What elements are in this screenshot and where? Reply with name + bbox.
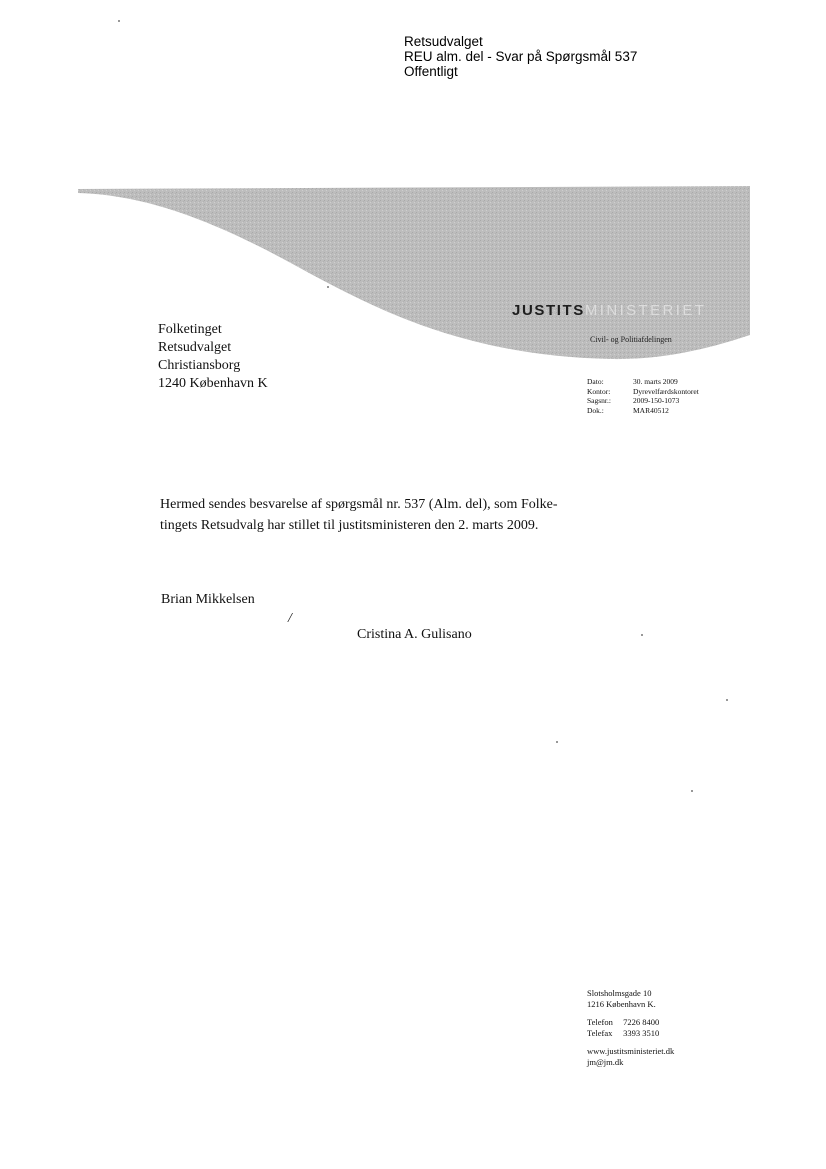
recipient-line: Folketinget: [158, 322, 222, 337]
logo-part-ministeriet: MINISTERIET: [584, 302, 707, 319]
department-name: Civil- og Politiafdelingen: [590, 335, 672, 344]
meta-label: Dok.:: [587, 405, 604, 415]
scan-speck: [726, 699, 728, 701]
signature-minister: Brian Mikkelsen: [161, 592, 255, 607]
footer-website: www.justitsministeriet.dk: [587, 1046, 675, 1056]
body-line: Hermed sendes besvarelse af spørgsmål nr. 537 (Alm. del), som Folke-: [160, 497, 558, 512]
meta-label: Kontor:: [587, 386, 611, 396]
signature-separator: /: [288, 611, 292, 626]
fax-number: 3393 3510: [623, 1027, 660, 1038]
recipient-line: Retsudvalget: [158, 340, 232, 355]
footer-fax-row: [587, 1028, 674, 1039]
footer-phone-row: [587, 1017, 674, 1028]
scan-speck: [327, 286, 329, 288]
meta-value: 30. marts 2009: [633, 377, 678, 386]
scan-speck: [641, 634, 643, 636]
recipient-address: [158, 321, 268, 393]
meta-label: Sagsnr.:: [587, 396, 611, 405]
fax-label: Telefax: [587, 1027, 613, 1038]
letter-body: [160, 494, 580, 536]
meta-value: MAR40512: [633, 405, 669, 415]
footer-city: 1216 København K.: [587, 998, 656, 1009]
meta-value: Dyrevelfærdskontoret: [633, 386, 699, 396]
phone-number: 7226 8400: [623, 1017, 660, 1027]
recipient-line: Christiansborg: [158, 358, 241, 373]
ministry-contact: [587, 988, 674, 1067]
footer-email: jm@jm.dk: [587, 1056, 624, 1067]
stamp-committee: Retsudvalget: [404, 34, 483, 49]
scan-speck: [118, 20, 120, 22]
meta-row-case: [587, 396, 699, 406]
meta-label: Dato:: [587, 377, 604, 386]
stamp-status: Offentligt: [404, 64, 458, 79]
signature-official: Cristina A. Gulisano: [357, 627, 472, 642]
phone-label: Telefon: [587, 1017, 613, 1027]
footer-street: Slotsholmsgade 10: [587, 988, 652, 998]
logo-part-justits: JUSTITS: [512, 302, 585, 319]
document-meta: [587, 377, 699, 415]
ministry-logo: [512, 302, 706, 319]
meta-row-office: [587, 387, 699, 397]
body-line: tingets Retsudvalg har stillet til justitsministeren den 2. marts 2009.: [160, 518, 539, 533]
recipient-line: 1240 København K: [158, 376, 268, 391]
scan-speck: [691, 790, 693, 792]
stamp-reference: REU alm. del - Svar på Spørgsmål 537: [404, 49, 638, 64]
meta-row-date: [587, 377, 699, 387]
meta-value: 2009-150-1073: [633, 396, 680, 405]
meta-row-doc: [587, 406, 699, 416]
scan-speck: [556, 741, 558, 743]
